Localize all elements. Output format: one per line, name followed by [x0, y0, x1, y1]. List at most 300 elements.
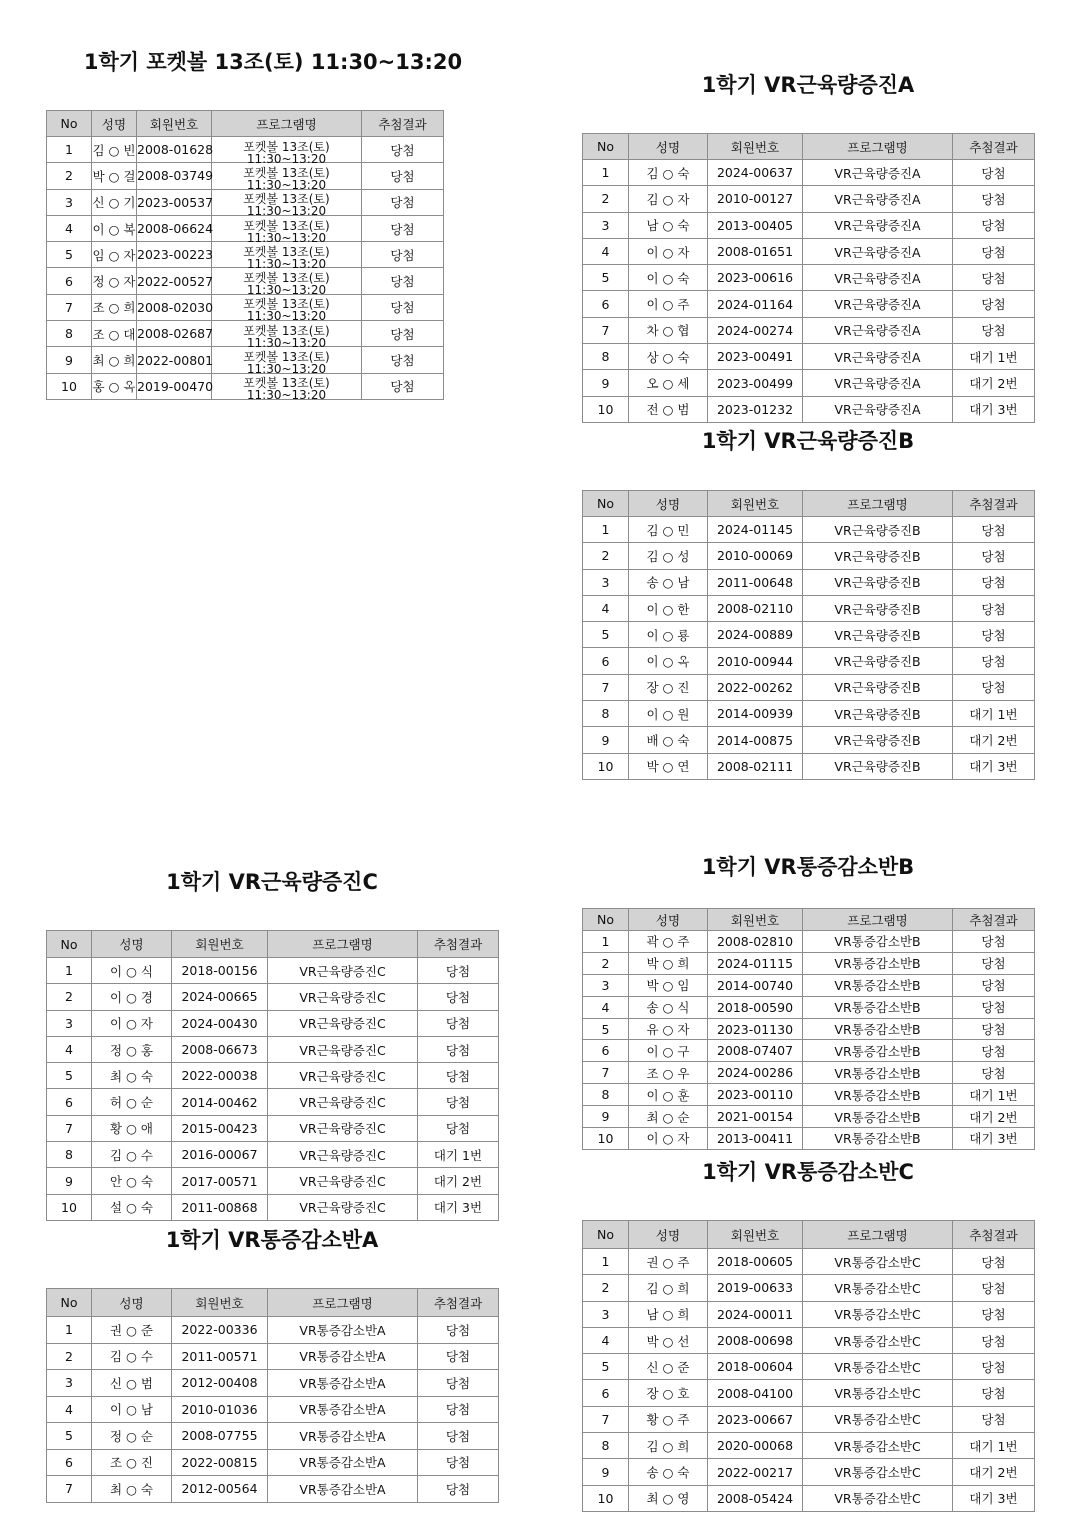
program-name: VR근육량증진C [268, 1010, 418, 1036]
row-no: 3 [583, 212, 629, 238]
program-name: 포켓볼 13조(토) 11:30~13:20 [212, 268, 362, 294]
table-row [583, 1354, 1035, 1380]
roster-table [46, 930, 499, 1221]
draw-result: 당첨 [418, 984, 499, 1010]
draw-result: 당첨 [362, 294, 444, 320]
program-name: VR근육량증진B [803, 753, 953, 779]
draw-result: 당첨 [362, 373, 444, 399]
program-name: VR근육량증진A [803, 265, 953, 291]
member-name: 남 ○ 희 [629, 1301, 708, 1327]
member-id: 2023-00110 [708, 1084, 803, 1106]
row-no: 7 [583, 674, 629, 700]
table-row [47, 294, 444, 320]
program-name: 포켓볼 13조(토) 11:30~13:20 [212, 137, 362, 163]
member-id: 2014-00462 [172, 1089, 268, 1115]
member-id: 2011-00648 [708, 569, 803, 595]
program-name: VR통증감소반C [803, 1459, 953, 1485]
program-name: VR근육량증진A [803, 160, 953, 186]
member-name: 이 ○ 자 [92, 1010, 172, 1036]
program-name: VR근육량증진B [803, 701, 953, 727]
table-row [583, 238, 1035, 264]
draw-result: 당첨 [953, 1327, 1035, 1353]
member-id: 2018-00590 [708, 996, 803, 1018]
draw-result: 당첨 [953, 622, 1035, 648]
draw-result: 당첨 [418, 1317, 499, 1344]
table-header-row [583, 909, 1035, 931]
draw-result: 당첨 [953, 1040, 1035, 1062]
col-name-header: 성명 [92, 931, 172, 958]
row-no: 2 [47, 1343, 92, 1370]
table-row [47, 1010, 499, 1036]
member-name: 이 ○ 자 [629, 238, 708, 264]
table-row [583, 727, 1035, 753]
table-row [583, 648, 1035, 674]
draw-result: 대기 1번 [953, 1433, 1035, 1459]
member-name: 곽 ○ 주 [629, 931, 708, 953]
table-row [583, 1485, 1035, 1511]
member-name: 전 ○ 범 [629, 396, 708, 422]
row-no: 4 [47, 1036, 92, 1062]
row-no: 1 [47, 958, 92, 984]
draw-result: 대기 1번 [953, 1084, 1035, 1106]
program-name: 포켓볼 13조(토) 11:30~13:20 [212, 215, 362, 241]
member-name: 이 ○ 한 [629, 595, 708, 621]
table-row [47, 1476, 499, 1503]
section-title: 1학기 VR통증감소반A [165, 1228, 379, 1252]
member-id: 2022-00217 [708, 1459, 803, 1485]
member-name: 황 ○ 애 [92, 1115, 172, 1141]
table-row [47, 1370, 499, 1397]
member-id: 2021-00154 [708, 1106, 803, 1128]
member-name: 신 ○ 범 [92, 1370, 172, 1397]
program-name: VR통증감소반C [803, 1275, 953, 1301]
member-name: 정 ○ 순 [92, 1423, 172, 1450]
member-id: 2010-01036 [172, 1396, 268, 1423]
member-id: 2008-04100 [708, 1380, 803, 1406]
col-name-header: 성명 [92, 111, 137, 137]
col-member-id-header: 회원번호 [172, 1289, 268, 1317]
table-row [583, 1275, 1035, 1301]
table-header-row [583, 1221, 1035, 1249]
col-program-header: 프로그램명 [803, 1221, 953, 1249]
member-id: 2024-01145 [708, 517, 803, 543]
section-title: 1학기 VR근육량증진C [166, 870, 378, 894]
table-row [583, 569, 1035, 595]
member-id: 2008-02111 [708, 753, 803, 779]
program-name: VR통증감소반C [803, 1380, 953, 1406]
member-name: 김 ○ 희 [629, 1433, 708, 1459]
program-name: VR통증감소반C [803, 1485, 953, 1511]
member-name: 최 ○ 숙 [92, 1476, 172, 1503]
program-name: VR통증감소반B [803, 1018, 953, 1040]
program-name: VR근육량증진B [803, 727, 953, 753]
draw-result: 당첨 [953, 931, 1035, 953]
section-title: 1학기 VR통증감소반C [702, 1160, 914, 1184]
member-id: 2011-00868 [172, 1194, 268, 1220]
member-name: 최 ○ 숙 [92, 1063, 172, 1089]
row-no: 9 [47, 347, 92, 373]
member-name: 이 ○ 숙 [629, 265, 708, 291]
col-member-id-header: 회원번호 [708, 491, 803, 517]
table-row [583, 674, 1035, 700]
member-name: 이 ○ 원 [629, 701, 708, 727]
table-row [47, 242, 444, 268]
draw-result: 당첨 [953, 160, 1035, 186]
member-name: 조 ○ 대 [92, 321, 137, 347]
member-id: 2008-03749 [137, 163, 212, 189]
row-no: 7 [47, 1115, 92, 1141]
member-name: 송 ○ 식 [629, 996, 708, 1018]
col-program-header: 프로그램명 [268, 1289, 418, 1317]
member-name: 황 ○ 주 [629, 1406, 708, 1432]
table-row [583, 701, 1035, 727]
member-name: 송 ○ 남 [629, 569, 708, 595]
draw-result: 당첨 [953, 1249, 1035, 1275]
row-no: 6 [583, 1380, 629, 1406]
table-row [47, 373, 444, 399]
draw-result: 대기 2번 [953, 727, 1035, 753]
member-id: 2014-00875 [708, 727, 803, 753]
member-name: 이 ○ 식 [92, 958, 172, 984]
table-row [583, 317, 1035, 343]
program-name: VR근육량증진C [268, 958, 418, 984]
row-no: 10 [47, 1194, 92, 1220]
member-name: 조 ○ 희 [92, 294, 137, 320]
member-id: 2024-00430 [172, 1010, 268, 1036]
member-name: 권 ○ 주 [629, 1249, 708, 1275]
section-title: 1학기 VR근육량증진B [701, 429, 915, 453]
program-name: VR통증감소반A [268, 1317, 418, 1344]
row-no: 5 [583, 622, 629, 648]
row-no: 6 [47, 1449, 92, 1476]
member-name: 조 ○ 진 [92, 1449, 172, 1476]
member-name: 설 ○ 숙 [92, 1194, 172, 1220]
draw-result: 당첨 [953, 952, 1035, 974]
row-no: 9 [47, 1168, 92, 1194]
program-name: VR근육량증진B [803, 648, 953, 674]
table-row [47, 1063, 499, 1089]
member-name: 김 ○ 성 [629, 543, 708, 569]
member-name: 이 ○ 구 [629, 1040, 708, 1062]
member-name: 김 ○ 민 [629, 517, 708, 543]
col-program-header: 프로그램명 [803, 909, 953, 931]
member-name: 장 ○ 진 [629, 674, 708, 700]
draw-result: 당첨 [953, 238, 1035, 264]
table-row [583, 595, 1035, 621]
member-name: 김 ○ 수 [92, 1142, 172, 1168]
member-name: 신 ○ 기 [92, 189, 137, 215]
table-row [47, 137, 444, 163]
row-no: 2 [583, 543, 629, 569]
col-no-header: No [47, 931, 92, 958]
program-name: VR통증감소반B [803, 952, 953, 974]
row-no: 9 [583, 727, 629, 753]
row-no: 8 [47, 1142, 92, 1168]
member-name: 이 ○ 주 [629, 291, 708, 317]
member-name: 김 ○ 자 [629, 186, 708, 212]
section-title: 1학기 VR통증감소반B [701, 855, 915, 879]
col-member-id-header: 회원번호 [708, 134, 803, 160]
program-name: VR근육량증진B [803, 595, 953, 621]
member-name: 이 ○ 옥 [629, 648, 708, 674]
row-no: 8 [583, 701, 629, 727]
draw-result: 대기 3번 [953, 1485, 1035, 1511]
draw-result: 당첨 [418, 958, 499, 984]
draw-result: 대기 3번 [418, 1194, 499, 1220]
row-no: 5 [583, 1354, 629, 1380]
program-name: VR근육량증진C [268, 1089, 418, 1115]
row-no: 6 [583, 291, 629, 317]
program-name: VR근육량증진A [803, 344, 953, 370]
row-no: 8 [47, 321, 92, 347]
member-id: 2024-01164 [708, 291, 803, 317]
roster-table [582, 490, 1035, 780]
table-row [583, 1301, 1035, 1327]
col-no-header: No [47, 111, 92, 137]
draw-result: 당첨 [953, 1062, 1035, 1084]
draw-result: 당첨 [953, 569, 1035, 595]
table-row [583, 1249, 1035, 1275]
row-no: 9 [583, 1459, 629, 1485]
row-no: 6 [47, 1089, 92, 1115]
table-row [583, 931, 1035, 953]
table-row [583, 1327, 1035, 1353]
draw-result: 당첨 [418, 1036, 499, 1062]
member-id: 2024-00889 [708, 622, 803, 648]
row-no: 7 [583, 317, 629, 343]
member-name: 송 ○ 숙 [629, 1459, 708, 1485]
row-no: 3 [583, 1301, 629, 1327]
draw-result: 대기 2번 [418, 1168, 499, 1194]
member-name: 장 ○ 호 [629, 1380, 708, 1406]
col-result-header: 추첨결과 [953, 1221, 1035, 1249]
member-id: 2013-00405 [708, 212, 803, 238]
draw-result: 당첨 [953, 996, 1035, 1018]
member-name: 남 ○ 숙 [629, 212, 708, 238]
table-row [47, 1115, 499, 1141]
table-row [47, 189, 444, 215]
member-id: 2018-00605 [708, 1249, 803, 1275]
col-program-header: 프로그램명 [268, 931, 418, 958]
member-id: 2023-00491 [708, 344, 803, 370]
table-row [583, 1433, 1035, 1459]
draw-result: 당첨 [953, 1406, 1035, 1432]
table-row [583, 622, 1035, 648]
member-name: 홍 ○ 옥 [92, 373, 137, 399]
col-program-header: 프로그램명 [803, 491, 953, 517]
table-row [583, 1459, 1035, 1485]
draw-result: 대기 3번 [953, 1128, 1035, 1150]
row-no: 8 [583, 1084, 629, 1106]
draw-result: 당첨 [418, 1063, 499, 1089]
draw-result: 대기 1번 [953, 701, 1035, 727]
draw-result: 당첨 [418, 1089, 499, 1115]
draw-result: 당첨 [953, 543, 1035, 569]
program-name: VR통증감소반B [803, 1084, 953, 1106]
table-row [583, 344, 1035, 370]
col-no-header: No [47, 1289, 92, 1317]
row-no: 10 [583, 1485, 629, 1511]
row-no: 4 [47, 1396, 92, 1423]
draw-result: 당첨 [953, 674, 1035, 700]
row-no: 4 [583, 1327, 629, 1353]
member-name: 박 ○ 걸 [92, 163, 137, 189]
col-name-header: 성명 [92, 1289, 172, 1317]
table-row [47, 1423, 499, 1450]
program-name: VR통증감소반C [803, 1327, 953, 1353]
draw-result: 당첨 [953, 291, 1035, 317]
draw-result: 당첨 [418, 1449, 499, 1476]
row-no: 5 [583, 1018, 629, 1040]
row-no: 10 [47, 373, 92, 399]
table-header-row [583, 491, 1035, 517]
draw-result: 당첨 [953, 212, 1035, 238]
draw-result: 당첨 [953, 595, 1035, 621]
member-id: 2023-01130 [708, 1018, 803, 1040]
row-no: 2 [583, 186, 629, 212]
table-row [47, 1343, 499, 1370]
member-name: 최 ○ 희 [92, 347, 137, 373]
draw-result: 당첨 [362, 268, 444, 294]
row-no: 6 [583, 648, 629, 674]
row-no: 1 [47, 137, 92, 163]
program-name: 포켓볼 13조(토) 11:30~13:20 [212, 242, 362, 268]
table-row [47, 268, 444, 294]
member-id: 2008-06673 [172, 1036, 268, 1062]
member-id: 2015-00423 [172, 1115, 268, 1141]
row-no: 10 [583, 1128, 629, 1150]
member-id: 2014-00740 [708, 974, 803, 996]
draw-result: 대기 2번 [953, 370, 1035, 396]
member-name: 이 ○ 복 [92, 215, 137, 241]
member-name: 김 ○ 빈 [92, 137, 137, 163]
table-row [47, 321, 444, 347]
member-id: 2010-00127 [708, 186, 803, 212]
program-name: VR근육량증진A [803, 186, 953, 212]
table-row [583, 996, 1035, 1018]
row-no: 5 [47, 1423, 92, 1450]
row-no: 9 [583, 1106, 629, 1128]
table-row [47, 163, 444, 189]
table-row [583, 543, 1035, 569]
program-name: VR통증감소반B [803, 931, 953, 953]
member-id: 2023-00537 [137, 189, 212, 215]
row-no: 3 [47, 189, 92, 215]
draw-result: 당첨 [953, 1380, 1035, 1406]
member-id: 2023-01232 [708, 396, 803, 422]
col-member-id-header: 회원번호 [708, 1221, 803, 1249]
row-no: 2 [583, 952, 629, 974]
col-name-header: 성명 [629, 1221, 708, 1249]
member-name: 이 ○ 룡 [629, 622, 708, 648]
member-id: 2022-00801 [137, 347, 212, 373]
row-no: 1 [583, 1249, 629, 1275]
member-id: 2019-00633 [708, 1275, 803, 1301]
program-name: 포켓볼 13조(토) 11:30~13:20 [212, 294, 362, 320]
row-no: 4 [47, 215, 92, 241]
program-name: VR근육량증진C [268, 1115, 418, 1141]
member-id: 2024-00637 [708, 160, 803, 186]
table-row [47, 1168, 499, 1194]
program-name: VR근육량증진B [803, 517, 953, 543]
member-id: 2011-00571 [172, 1343, 268, 1370]
member-id: 2008-00698 [708, 1327, 803, 1353]
program-name: VR통증감소반C [803, 1433, 953, 1459]
draw-result: 당첨 [418, 1343, 499, 1370]
member-id: 2008-01628 [137, 137, 212, 163]
draw-result: 당첨 [362, 189, 444, 215]
program-name: VR근육량증진A [803, 370, 953, 396]
col-member-id-header: 회원번호 [708, 909, 803, 931]
draw-result: 당첨 [418, 1370, 499, 1397]
table-row [47, 1194, 499, 1220]
member-id: 2020-00068 [708, 1433, 803, 1459]
draw-result: 당첨 [953, 317, 1035, 343]
draw-result: 당첨 [953, 517, 1035, 543]
member-id: 2023-00223 [137, 242, 212, 268]
program-name: VR근육량증진C [268, 1168, 418, 1194]
row-no: 6 [583, 1040, 629, 1062]
member-name: 이 ○ 훈 [629, 1084, 708, 1106]
col-no-header: No [583, 1221, 629, 1249]
table-row [583, 186, 1035, 212]
member-id: 2024-00665 [172, 984, 268, 1010]
row-no: 2 [583, 1275, 629, 1301]
draw-result: 대기 1번 [953, 344, 1035, 370]
member-id: 2010-00069 [708, 543, 803, 569]
member-id: 2019-00470 [137, 373, 212, 399]
table-row [583, 952, 1035, 974]
member-id: 2012-00564 [172, 1476, 268, 1503]
col-program-header: 프로그램명 [212, 111, 362, 137]
member-id: 2012-00408 [172, 1370, 268, 1397]
member-id: 2024-01115 [708, 952, 803, 974]
table-row [47, 1142, 499, 1168]
member-id: 2008-07407 [708, 1040, 803, 1062]
col-result-header: 추첨결과 [953, 491, 1035, 517]
roster-table [582, 133, 1035, 423]
row-no: 1 [583, 517, 629, 543]
member-id: 2008-02687 [137, 321, 212, 347]
program-name: VR근육량증진A [803, 291, 953, 317]
member-name: 이 ○ 경 [92, 984, 172, 1010]
table-header-row [47, 1289, 499, 1317]
col-result-header: 추첨결과 [953, 909, 1035, 931]
member-name: 임 ○ 자 [92, 242, 137, 268]
row-no: 5 [47, 242, 92, 268]
program-name: VR근육량증진B [803, 674, 953, 700]
member-name: 정 ○ 자 [92, 268, 137, 294]
col-name-header: 성명 [629, 909, 708, 931]
member-name: 차 ○ 협 [629, 317, 708, 343]
member-name: 이 ○ 자 [629, 1128, 708, 1150]
member-name: 조 ○ 우 [629, 1062, 708, 1084]
program-name: 포켓볼 13조(토) 11:30~13:20 [212, 321, 362, 347]
draw-result: 대기 3번 [953, 753, 1035, 779]
col-program-header: 프로그램명 [803, 134, 953, 160]
member-name: 허 ○ 순 [92, 1089, 172, 1115]
col-member-id-header: 회원번호 [137, 111, 212, 137]
member-id: 2022-00527 [137, 268, 212, 294]
col-no-header: No [583, 491, 629, 517]
member-id: 2008-02030 [137, 294, 212, 320]
member-id: 2010-00944 [708, 648, 803, 674]
program-name: VR통증감소반B [803, 996, 953, 1018]
table-row [47, 958, 499, 984]
table-row [47, 1089, 499, 1115]
row-no: 4 [583, 996, 629, 1018]
member-id: 2008-02110 [708, 595, 803, 621]
